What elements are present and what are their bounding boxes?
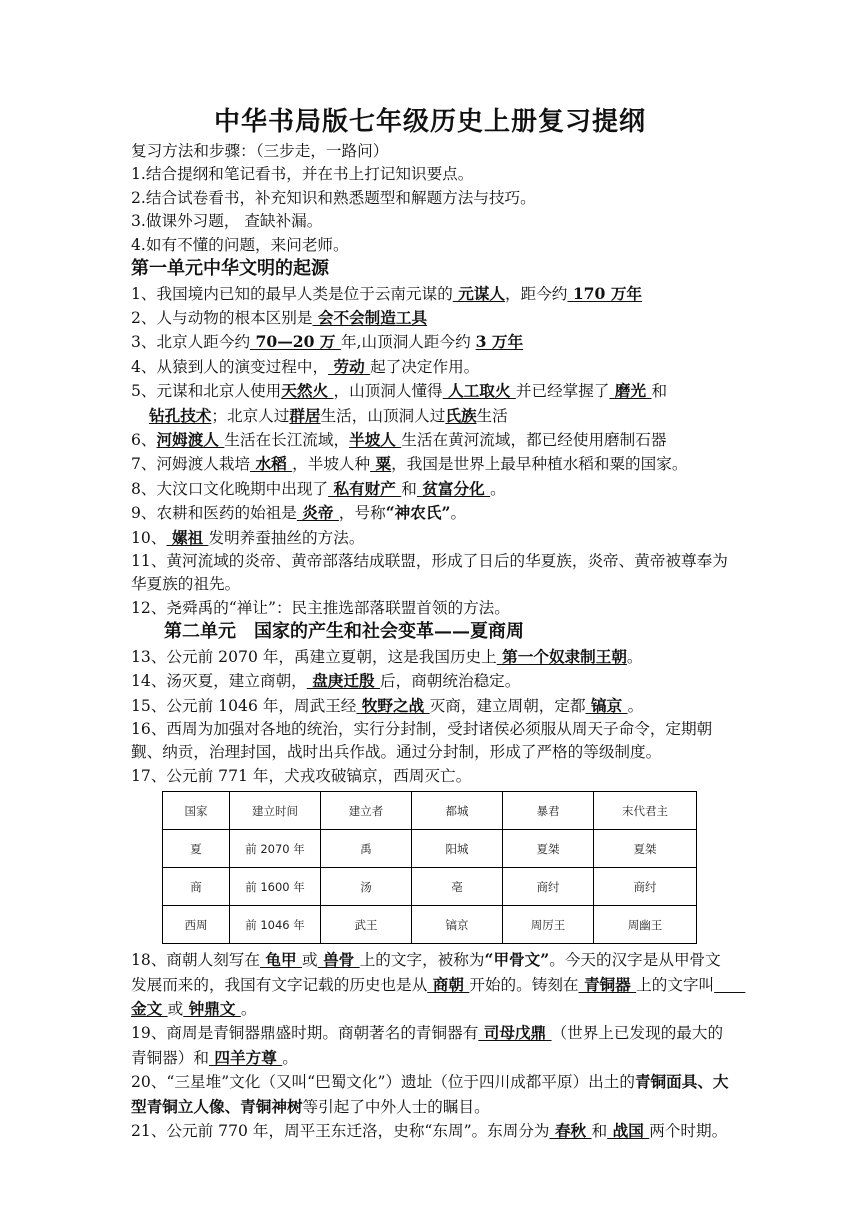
table-cell: 夏 (163, 830, 230, 868)
table-cell: 夏桀 (594, 830, 697, 868)
item-3: 3、北京人距今约 70—20 万 年,山顶洞人距今约 3 万年 (131, 332, 524, 352)
table-cell: 汤 (321, 868, 412, 906)
item-18: 18、商朝人刻写在 龟甲 或 兽骨 上的文字，被称为“甲骨文”。今天的汉字是从甲骨文发展而来的，我国有文字记载的历史也是从 商朝 开始的。铸刻在 青铜器 上的文字叫 金文 或 钟鼎文 。 (131, 950, 746, 1018)
table-cell: 前 1600 年 (230, 868, 321, 906)
table-cell: 夏桀 (503, 830, 594, 868)
table-header-cell: 建立者 (321, 792, 412, 830)
item-16: 16、西周为加强对各地的统治，实行分封制，受封诸侯必须服从周天子命令，定期朝觐、纳贡，治理封国，战时出兵作战。通过分封制，形成了严格的等级制度。 (131, 719, 713, 762)
item-4: 4、从猿到人的演变过程中， 劳动 起了决定作用。 (131, 356, 480, 376)
table-row (163, 868, 697, 906)
table-row (163, 830, 697, 868)
unit-heading: 第一单元中华文明的起源 (131, 258, 329, 280)
item-13: 13、公元前 2070 年，禹建立夏朝，这是我国历史上 第一个奴隶制王朝。 (131, 646, 643, 666)
item-8: 8、大汶口文化晚期中出现了 私有财产 和 贫富分化 。 (131, 478, 506, 498)
item-5-continued: 钻孔技术；北京人过群居生活，山顶洞人过氏族生活 (149, 405, 508, 425)
table-header-cell: 都城 (412, 792, 503, 830)
table-header-cell: 国家 (163, 792, 230, 830)
item-14: 14、汤灭夏，建立商朝， 盘庚迁殷 后，商朝统治稳定。 (131, 671, 521, 691)
item-17: 17、公元前 771 年，犬戎攻破镐京，西周灭亡。 (131, 766, 472, 785)
item-15: 15、公元前 1046 年，周武王经 牧野之战 灭商，建立周朝，定都 镐京 。 (131, 695, 644, 715)
item-21: 21、公元前 770 年，周平王东迁洛，史称“东周”。东周分为 春秋 和 战国 两个时期。 (131, 1121, 728, 1140)
intro-line: 4.如有不懂的问题，来问老师。 (131, 235, 349, 254)
table-cell: 商 (163, 868, 230, 906)
item-9: 9、农耕和医药的始祖是 炎帝 ，号称“神农氏”。 (131, 503, 467, 523)
intro-line: 1.结合提纲和笔记看书，并在书上打记知识要点。 (131, 165, 474, 184)
document-page (131, 104, 746, 1143)
item-12: 12、尧舜禹的“禅让”：民主推选部落联盟首领的方法。 (131, 598, 510, 617)
table-header-cell: 末代君主 (594, 792, 697, 830)
item-20: 20、“三星堆”文化（又叫“巴蜀文化”）遗址（位于四川成都平原）出土的青铜面具、大型青铜立人像、青铜神树等引起了中外人士的瞩目。 (131, 1072, 729, 1116)
table-header-cell: 建立时间 (230, 792, 321, 830)
document-title: 中华书局版七年级历史上册复习提纲 (213, 107, 646, 137)
item-10: 10、 嫘祖 发明养蚕抽丝的方法。 (131, 527, 365, 547)
item-5: 5、元谋和北京人使用天然火 ，山顶洞人懂得 人工取火 并已经掌握了 磨光 和 (131, 381, 668, 401)
intro-line: 3.做课外习题， 查缺补漏。 (131, 212, 323, 231)
item-6: 6、河姆渡人 生活在长江流域，半坡人 生活在黄河流域，都已经使用磨制石器 (131, 429, 667, 449)
item-2: 2、人与动物的根本区别是 会不会制造工具 (131, 307, 428, 327)
item-19: 19、商周是青铜器鼎盛时期。商朝著名的青铜器有 司母戊鼎 （世界上已发现的最大的青铜器）和 四羊方尊 。 (131, 1023, 724, 1067)
table-row (163, 906, 697, 944)
item-1: 1、我国境内已知的最早人类是位于云南元谋的 元谋人，距今约 170 万年 (131, 283, 643, 303)
table-cell: 周厉王 (503, 906, 594, 944)
table-cell: 禹 (321, 830, 412, 868)
table-cell: 商纣 (503, 868, 594, 906)
table-cell: 镐京 (412, 906, 503, 944)
table-cell: 西周 (163, 906, 230, 944)
unit-heading: 第二单元 国家的产生和社会变革——夏商周 (164, 621, 524, 643)
table-cell: 周幽王 (594, 906, 697, 944)
table-cell: 武王 (321, 906, 412, 944)
table-cell: 前 2070 年 (230, 830, 321, 868)
item-7: 7、河姆渡人栽培 水稻 ，半坡人种 粟，我国是世界上最早种植水稻和粟的国家。 (131, 454, 688, 474)
table-cell: 亳 (412, 868, 503, 906)
dynasty-table (162, 791, 697, 944)
table-cell: 阳城 (412, 830, 503, 868)
table-cell: 前 1046 年 (230, 906, 321, 944)
intro-line: 复习方法和步骤：（三步走，一路问） (131, 142, 389, 160)
item-11: 11、黄河流域的炎帝、黄帝部落结成联盟，形成了日后的华夏族，炎帝、黄帝被尊奉为华夏族的祖先。 (131, 552, 728, 594)
intro-line: 2.结合试卷看书，补充知识和熟悉题型和解题方法与技巧。 (131, 188, 536, 207)
table-header-cell: 暴君 (503, 792, 594, 830)
table-cell: 商纣 (594, 868, 697, 906)
table-header-row (163, 792, 697, 830)
